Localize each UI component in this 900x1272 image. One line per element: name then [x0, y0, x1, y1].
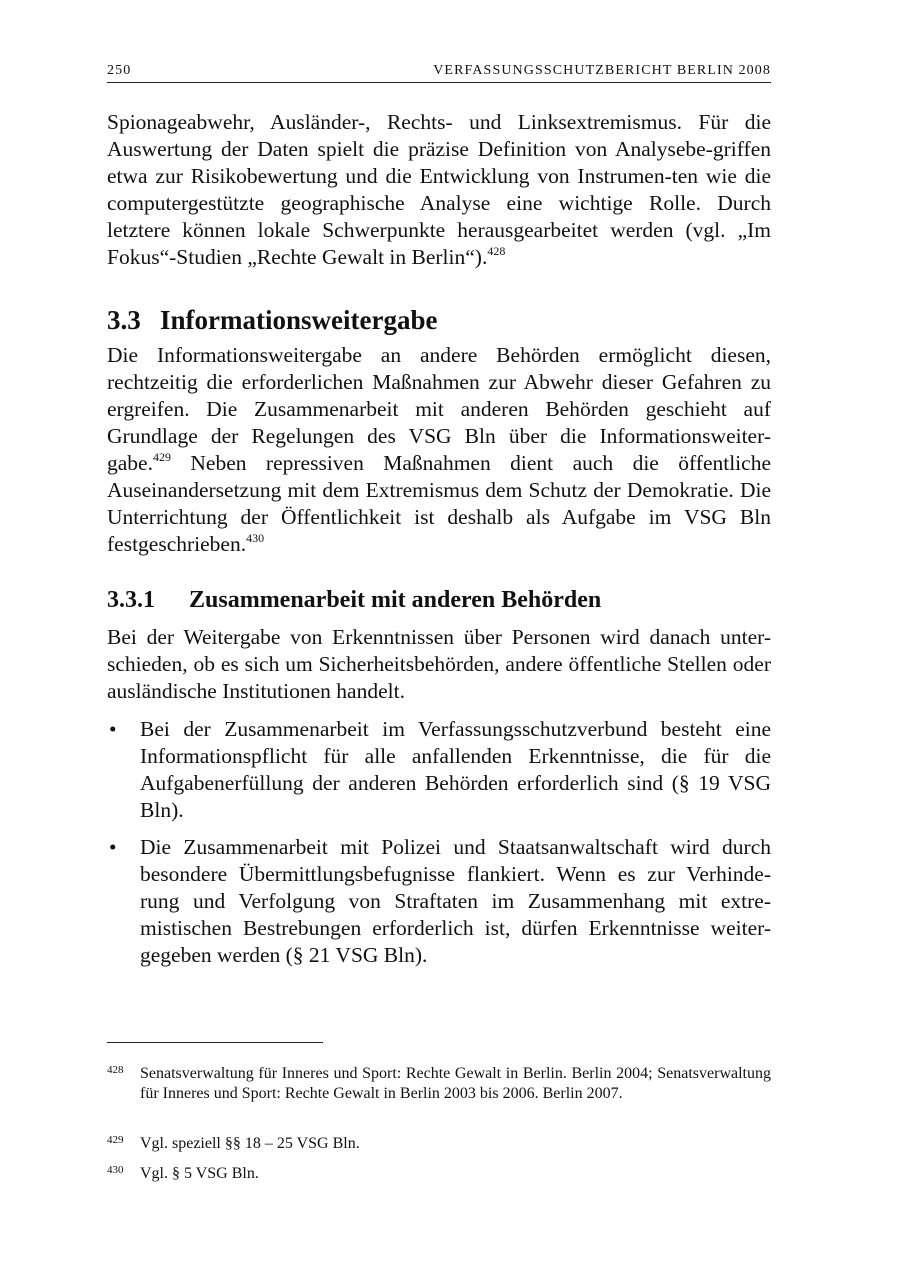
- bullet-list-item-1: [107, 716, 771, 824]
- footnote-text: Senatsverwaltung für Inneres und Sport: Rechte Gewalt in Berlin. Berlin 2004; Senatsverwaltung für Inneres und Sport: Rechte Gewalt in Berlin 2003 bis 2006. Berlin 2007.: [140, 1065, 771, 1102]
- bullet-icon: •: [109, 717, 117, 741]
- running-title: VERFASSUNGSSCHUTZBERICHT BERLIN 2008: [433, 63, 771, 78]
- footnote-number: 430: [107, 1164, 124, 1176]
- list-item: [107, 834, 771, 969]
- footnote-number: 428: [107, 1064, 124, 1076]
- section-heading-3-3: [107, 303, 437, 337]
- footnote-text: Vgl. § 5 VSG Bln.: [140, 1165, 259, 1182]
- subsection-title: Zusammenarbeit mit anderen Behörden: [189, 587, 602, 613]
- footnote-430: [107, 1164, 771, 1184]
- footnote-ref-428[interactable]: 428: [487, 244, 506, 258]
- page-number: 250: [107, 63, 132, 78]
- intro-text: Spionageabwehr, Ausländer-, Rechts- und Linksextremismus. Für die Auswertung der Daten spielt die präzise Definition von Analysebe-griffen etwa zur Risikobewertung und die Entwicklung von Instrumen-ten wie die computergestützte geographische Analyse eine wichtige Rolle. Durch letztere können lokale Schwerpunkte herausgearbeitet werden (vgl. „Im Fokus“-Studien „Rechte Gewalt in Berlin“).: [107, 110, 771, 269]
- subsection-heading-3-3-1: [107, 585, 601, 615]
- footnote-428: [107, 1064, 771, 1104]
- footnote-ref-429[interactable]: 429: [152, 450, 171, 464]
- bullet-text: Die Zusammenarbeit mit Polizei und Staatsanwaltschaft wird durch besondere Übermittlungsbefugnisse flankiert. Wenn es zur Verhinde-rung und Verfolgung von Straftaten im Zusammenhang mit extre-mistischen Bestrebungen erforderlich ist, dürfen Erkenntnisse weiter-gegeben werden (§ 21 VSG Bln).: [140, 835, 771, 967]
- header-rule: [107, 82, 771, 83]
- bullet-icon: •: [109, 835, 117, 859]
- footnote-ref-430[interactable]: 430: [246, 531, 265, 545]
- list-item: [107, 716, 771, 824]
- section-3-3-1-paragraph: Bei der Weitergabe von Erkenntnissen über Personen wird danach unter-schieden, ob es sich um Sicherheitsbehörden, andere öffentliche Stellen oder ausländische Institutionen handelt.: [107, 625, 771, 703]
- intro-paragraph: [107, 109, 771, 271]
- footnote-429: [107, 1134, 771, 1154]
- bullet-text: Bei der Zusammenarbeit im Verfassungsschutzverbund besteht eine Informationspflicht für alle anfallenden Erkenntnisse, die für die Aufgabenerfüllung der anderen Behörden erforderlich sind (§ 19 VSG Bln).: [140, 717, 771, 822]
- footnote-text: Vgl. speziell §§ 18 – 25 VSG Bln.: [140, 1135, 360, 1152]
- section-3-3-paragraph: [107, 342, 771, 558]
- subsection-number: 3.3.1: [107, 587, 155, 613]
- bullet-list-item-2: [107, 834, 771, 969]
- running-header: [107, 62, 771, 80]
- section-3-3-text-part2: Neben repressiven Maßnahmen dient auch die öffentliche Auseinandersetzung mit dem Extremismus dem Schutz der Demokratie. Die Unterrichtung der Öffentlichkeit ist deshalb als Aufgabe im VSG Bln festgeschrieben.: [107, 451, 771, 556]
- section-number: 3.3: [107, 305, 141, 335]
- footnote-number: 429: [107, 1134, 124, 1146]
- section-3-3-text-part1: Die Informationsweitergabe an andere Behörden ermöglicht diesen, rechtzeitig die erforderlichen Maßnahmen zur Abwehr dieser Gefahren zu ergreifen. Die Zusammenarbeit mit anderen Behörden geschieht auf Grundlage der Regelungen des VSG Bln über die Informationsweiter-gabe.: [107, 343, 771, 475]
- section-title: Informationsweitergabe: [160, 305, 438, 335]
- footnote-separator: [107, 1042, 323, 1043]
